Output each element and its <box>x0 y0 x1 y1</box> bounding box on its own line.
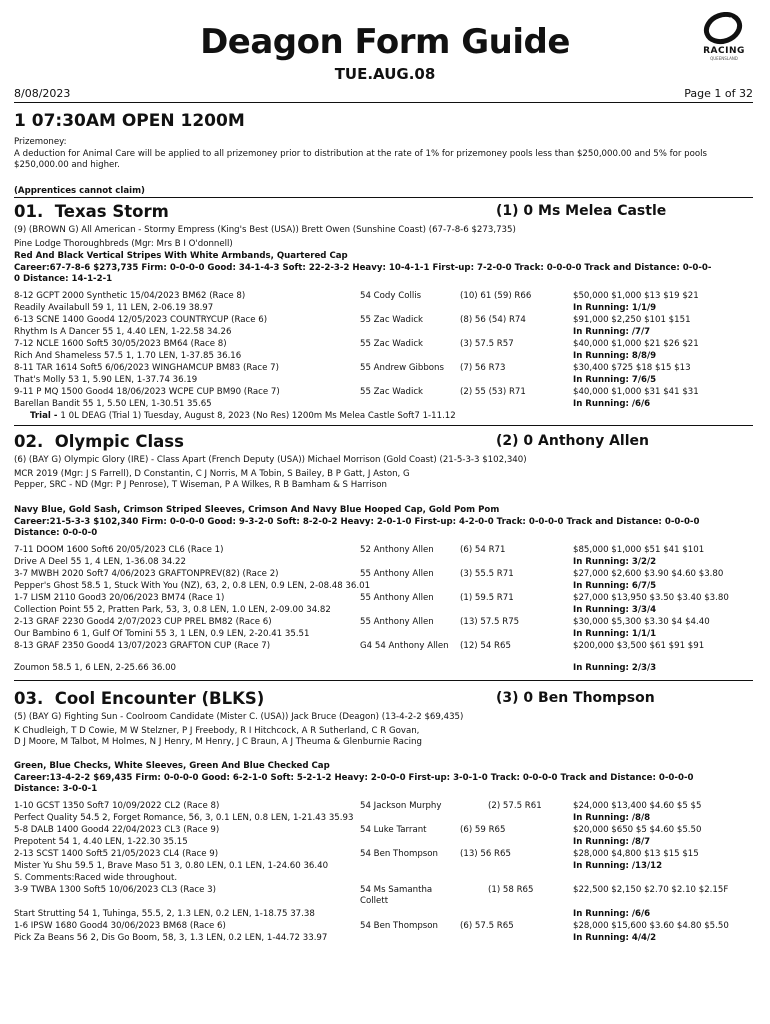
run-jockey: 55 Zac Wadick <box>360 387 424 397</box>
run-result: Prepotent 54 1, 4.40 LEN, 1-22.30 35.15 <box>14 837 188 847</box>
barrier-jockey: (3) 0 Ben Thompson <box>496 690 655 706</box>
header-divider <box>14 102 753 103</box>
run-barrier: (3) 55.5 R71 <box>460 569 514 579</box>
prize-note: A deduction for Animal Care will be applied to all prizemoney prior to distribution at the rate of 1% for prizemoney pools less than $250,000.00 and 5% for pools $250,000.00 and higher. <box>14 149 708 171</box>
run-prize: $20,000 $650 $5 $4.60 $5.50 <box>573 825 702 835</box>
horse-name: Olympic Class <box>54 432 184 451</box>
run-jockey: 55 Zac Wadick <box>360 339 424 349</box>
run-prize: $24,000 $13,400 $4.60 $5 $5 <box>573 801 702 811</box>
page-number: Page 1 of 32 <box>684 87 753 100</box>
guide-title: Deagon Form Guide <box>200 22 570 62</box>
run-line: 3-9 TWBA 1300 Soft5 10/06/2023 CL3 (Race 3) <box>14 885 216 895</box>
run-result: Zoumon 58.5 1, 6 LEN, 2-25.66 36.00 <box>14 663 177 673</box>
racing-queensland-logo <box>692 12 754 66</box>
run-prize: $27,000 $13,950 $3.50 $3.40 $3.80 <box>573 593 729 603</box>
colours: Navy Blue, Gold Sash, Crimson Striped Sleeves, Crimson And Navy Blue Hooped Cap, Gold Pom Pom <box>14 505 500 515</box>
run-result: Perfect Quality 54.5 2, Forget Romance, 56, 3, 0.1 LEN, 0.8 LEN, 1-21.43 35.93 <box>14 813 354 823</box>
run-result: Readily Availabull 59 1, 11 LEN, 2-06.19 38.97 <box>14 303 214 313</box>
career-stats: Career:13-4-2-2 $69,435 Firm: 0-0-0-0 Good: 6-2-1-0 Soft: 5-2-1-2 Heavy: 2-0-0-0 First-up: 3-0-1-0 Track: 0-0-0-0 Track and Distance: 0-0-0-0 Distance: 3-0-0-1 <box>14 773 694 795</box>
run-barrier: (6) 59 R65 <box>460 825 506 835</box>
print-date: 8/08/2023 <box>14 87 71 100</box>
in-running: In Running: /8/7 <box>573 837 651 847</box>
run-line: 9-11 P MQ 1500 Good4 18/06/2023 WCPE CUP BM90 (Race 7) <box>14 387 280 397</box>
run-line: 6-13 SCNE 1400 Good4 12/05/2023 COUNTRYCUP (Race 6) <box>14 315 268 325</box>
trial-line <box>30 411 456 422</box>
horse-number: 03. <box>14 689 44 708</box>
run-barrier: (10) 61 (59) R66 <box>460 291 532 301</box>
run-jockey: 55 Andrew Gibbons <box>360 363 444 373</box>
section-divider <box>14 197 753 198</box>
run-prize: $40,000 $1,000 $31 $41 $31 <box>573 387 699 397</box>
colours: Green, Blue Checks, White Sleeves, Green And Blue Checked Cap <box>14 761 330 771</box>
horse-number: 02. <box>14 432 44 451</box>
run-prize: $22,500 $2,150 $2.70 $2.10 $2.15F <box>573 885 729 895</box>
run-jockey: 54 Ms Samantha Collett <box>360 885 433 907</box>
career-stats: Career:67-7-8-6 $273,735 Firm: 0-0-0-0 Good: 34-1-4-3 Soft: 22-2-3-2 Heavy: 10-4-1-1 First-up: 7-2-0-0 Track: 0-0-0-0 Track and Distance: 0-0-0-0 Distance: 14-1-2-1 <box>14 263 712 285</box>
run-barrier: (1) 58 R65 <box>488 885 534 895</box>
run-barrier: (7) 56 R73 <box>460 363 506 373</box>
run-prize: $200,000 $3,500 $61 $91 $91 <box>573 641 705 651</box>
in-running: In Running: 3/3/4 <box>573 605 657 615</box>
run-line: 8-13 GRAF 2350 Good4 13/07/2023 GRAFTON CUP (Race 7) <box>14 641 271 651</box>
run-jockey: 54 Jackson Murphy <box>360 801 442 811</box>
horse-name: Texas Storm <box>54 202 169 221</box>
run-barrier: (3) 57.5 R57 <box>460 339 514 349</box>
run-line: 8-12 GCPT 2000 Synthetic 15/04/2023 BM62 (Race 8) <box>14 291 246 301</box>
run-line: 3-7 MWBH 2020 Soft7 4/06/2023 GRAFTONPREV(82) (Race 2) <box>14 569 279 579</box>
owners: Pine Lodge Thoroughbreds (Mgr: Mrs B I O'donnell) <box>14 239 233 249</box>
breeding: (9) (BROWN G) All American - Stormy Empress (King's Best (USA)) Brett Owen (Sunshine Coast) (67-7-8-6 $273,735) <box>14 225 516 235</box>
run-result: Pepper's Ghost 58.5 1, Stuck With You (NZ), 63, 2, 0.8 LEN, 0.9 LEN, 2-08.48 36.01 <box>14 581 371 591</box>
horse-heading <box>14 689 264 709</box>
prize-label: Prizemoney: <box>14 137 67 147</box>
run-result: Rich And Shameless 57.5 1, 1.70 LEN, 1-37.85 36.16 <box>14 351 242 361</box>
race-heading: 1 07:30AM OPEN 1200M <box>14 111 245 131</box>
in-running: In Running: 7/6/5 <box>573 375 657 385</box>
run-prize: $30,000 $5,300 $3.30 $4 $4.40 <box>573 617 710 627</box>
in-running: In Running: 8/8/9 <box>573 351 657 361</box>
run-prize: $40,000 $1,000 $21 $26 $21 <box>573 339 699 349</box>
run-line: 7-12 NCLE 1600 Soft5 30/05/2023 BM64 (Race 8) <box>14 339 227 349</box>
trial-label: Trial - <box>30 411 61 421</box>
apprentices-note: (Apprentices cannot claim) <box>14 186 145 196</box>
run-prize: $27,000 $2,600 $3.90 $4.60 $3.80 <box>573 569 724 579</box>
run-line: 5-8 DALB 1400 Good4 22/04/2023 CL3 (Race 9) <box>14 825 220 835</box>
run-prize: $30,400 $725 $18 $15 $13 <box>573 363 691 373</box>
run-prize: $50,000 $1,000 $13 $19 $21 <box>573 291 699 301</box>
logo-subtext: QUEENSLAND <box>710 56 738 61</box>
run-line: 7-11 DOOM 1600 Soft6 20/05/2023 CL6 (Race 1) <box>14 545 224 555</box>
in-running: In Running: 2/3/3 <box>573 663 657 673</box>
in-running: In Running: 4/4/2 <box>573 933 657 943</box>
run-result: Start Strutting 54 1, Tuhinga, 55.5, 2, 1.3 LEN, 0.2 LEN, 1-18.75 37.38 <box>14 909 315 919</box>
run-barrier: (1) 59.5 R71 <box>460 593 514 603</box>
run-prize: $28,000 $4,800 $13 $15 $15 <box>573 849 699 859</box>
in-running: In Running: 1/1/1 <box>573 629 657 639</box>
horse-heading <box>14 202 169 222</box>
run-jockey: G4 54 Anthony Allen <box>360 641 449 651</box>
barrier-jockey: (1) 0 Ms Melea Castle <box>496 203 667 219</box>
run-jockey: 55 Anthony Allen <box>360 617 434 627</box>
run-result: Collection Point 55 2, Pratten Park, 53, 3, 0.8 LEN, 1.0 LEN, 2-09.00 34.82 <box>14 605 331 615</box>
run-jockey: 55 Zac Wadick <box>360 315 424 325</box>
horse-divider <box>14 425 753 426</box>
in-running: In Running: 1/1/9 <box>573 303 657 313</box>
run-jockey: 55 Anthony Allen <box>360 593 434 603</box>
run-line: 8-11 TAR 1614 Soft5 6/06/2023 WINGHAMCUP BM83 (Race 7) <box>14 363 279 373</box>
run-barrier: (6) 57.5 R65 <box>460 921 514 931</box>
race-day: TUE.AUG.08 <box>334 65 436 83</box>
run-barrier: (13) 56 R65 <box>460 849 511 859</box>
run-line: 2-13 SCST 1400 Soft5 21/05/2023 CL4 (Race 9) <box>14 849 219 859</box>
run-jockey: 54 Luke Tarrant <box>360 825 427 835</box>
run-result: Drive A Deel 55 1, 4 LEN, 1-36.08 34.22 <box>14 557 186 567</box>
horse-divider <box>14 680 753 681</box>
in-running: In Running: /8/8 <box>573 813 651 823</box>
run-prize: $28,000 $15,600 $3.60 $4.80 $5.50 <box>573 921 729 931</box>
run-result: That's Molly 53 1, 5.90 LEN, 1-37.74 36.19 <box>14 375 198 385</box>
colours: Red And Black Vertical Stripes With White Armbands, Quartered Cap <box>14 251 348 261</box>
run-barrier: (8) 56 (54) R74 <box>460 315 526 325</box>
run-result: Our Bambino 6 1, Gulf Of Tomini 55 3, 1 LEN, 0.9 LEN, 2-20.41 35.51 <box>14 629 310 639</box>
run-line: 1-10 GCST 1350 Soft7 10/09/2022 CL2 (Race 8) <box>14 801 220 811</box>
run-result: Pick Za Beans 56 2, Dis Go Boom, 58, 3, 1.3 LEN, 0.2 LEN, 1-44.72 33.97 <box>14 933 328 943</box>
horse-heading <box>14 432 184 452</box>
in-running: In Running: /6/6 <box>573 909 651 919</box>
breeding: (6) (BAY G) Olympic Glory (IRE) - Class Apart (French Deputy (USA)) Michael Morrison (Gold Coast) (21-5-3-3 $102,340) <box>14 455 527 465</box>
run-line: 1-6 IPSW 1680 Good4 30/06/2023 BM68 (Race 6) <box>14 921 226 931</box>
run-barrier: (13) 57.5 R75 <box>460 617 520 627</box>
run-prize: $91,000 $2,250 $101 $151 <box>573 315 691 325</box>
in-running: In Running: 6/7/5 <box>573 581 657 591</box>
trial-detail: 1 0L DEAG (Trial 1) Tuesday, August 8, 2023 (No Res) 1200m Ms Melea Castle Soft7 1-11.12 <box>60 411 456 421</box>
career-stats: Career:21-5-3-3 $102,340 Firm: 0-0-0-0 Good: 9-3-2-0 Soft: 8-2-0-2 Heavy: 2-0-1-0 First-up: 4-2-0-0 Track: 0-0-0-0 Track and Distance: 0-0-0-0 Distance: 0-0-0-0 <box>14 517 700 539</box>
run-jockey: 54 Ben Thompson <box>360 921 438 931</box>
run-result: Mister Yu Shu 59.5 1, Brave Maso 51 3, 0.80 LEN, 0.1 LEN, 1-24.60 36.40 <box>14 861 329 871</box>
horse-name: Cool Encounter (BLKS) <box>54 689 265 708</box>
run-jockey: 54 Ben Thompson <box>360 849 438 859</box>
owners: MCR 2019 (Mgr: J S Farrell), D Constantin, C J Norris, M A Tobin, S Bailey, B P Gatt, J Aston, G Pepper, SRC - ND (Mgr: P J Penrose), T Wiseman, P A Wilkes, R B Bamham & S Harrison <box>14 469 410 491</box>
run-barrier: (6) 54 R71 <box>460 545 506 555</box>
run-prize: $85,000 $1,000 $51 $41 $101 <box>573 545 705 555</box>
run-jockey: 54 Cody Collis <box>360 291 422 301</box>
in-running: In Running: /6/6 <box>573 399 651 409</box>
barrier-jockey: (2) 0 Anthony Allen <box>496 433 649 449</box>
owners: K Chudleigh, T D Cowie, M W Stelzner, P J Freebody, R I Hitchcock, A R Sutherland, C R Govan, D J Moore, M Talbot, M Holmes, N J Henry, M Henry, J C Braun, A J Theuma & Glenburnie Racing <box>14 726 422 748</box>
logo-text: RACING <box>703 46 745 56</box>
run-jockey: 55 Anthony Allen <box>360 569 434 579</box>
run-barrier: (12) 54 R65 <box>460 641 511 651</box>
run-result: Barellan Bandit 55 1, 5.50 LEN, 1-30.51 35.65 <box>14 399 212 409</box>
run-line: 2-13 GRAF 2230 Good4 2/07/2023 CUP PREL BM82 (Race 6) <box>14 617 272 627</box>
run-result: Rhythm Is A Dancer 55 1, 4.40 LEN, 1-22.58 34.26 <box>14 327 232 337</box>
horse-number: 01. <box>14 202 44 221</box>
logo-mark-icon <box>692 12 754 46</box>
breeding: (5) (BAY G) Fighting Sun - Coolroom Candidate (Mister C. (USA)) Jack Bruce (Deagon) (13-4-2-2 $69,435) <box>14 712 464 722</box>
in-running: In Running: /13/12 <box>573 861 663 871</box>
run-barrier: (2) 57.5 R61 <box>488 801 542 811</box>
in-running: In Running: /7/7 <box>573 327 651 337</box>
run-line: 1-7 LISM 2110 Good3 20/06/2023 BM74 (Race 1) <box>14 593 225 603</box>
in-running: In Running: 3/2/2 <box>573 557 657 567</box>
run-barrier: (2) 55 (53) R71 <box>460 387 526 397</box>
stewards-comment: S. Comments:Raced wide throughout. <box>14 873 178 883</box>
run-jockey: 52 Anthony Allen <box>360 545 434 555</box>
